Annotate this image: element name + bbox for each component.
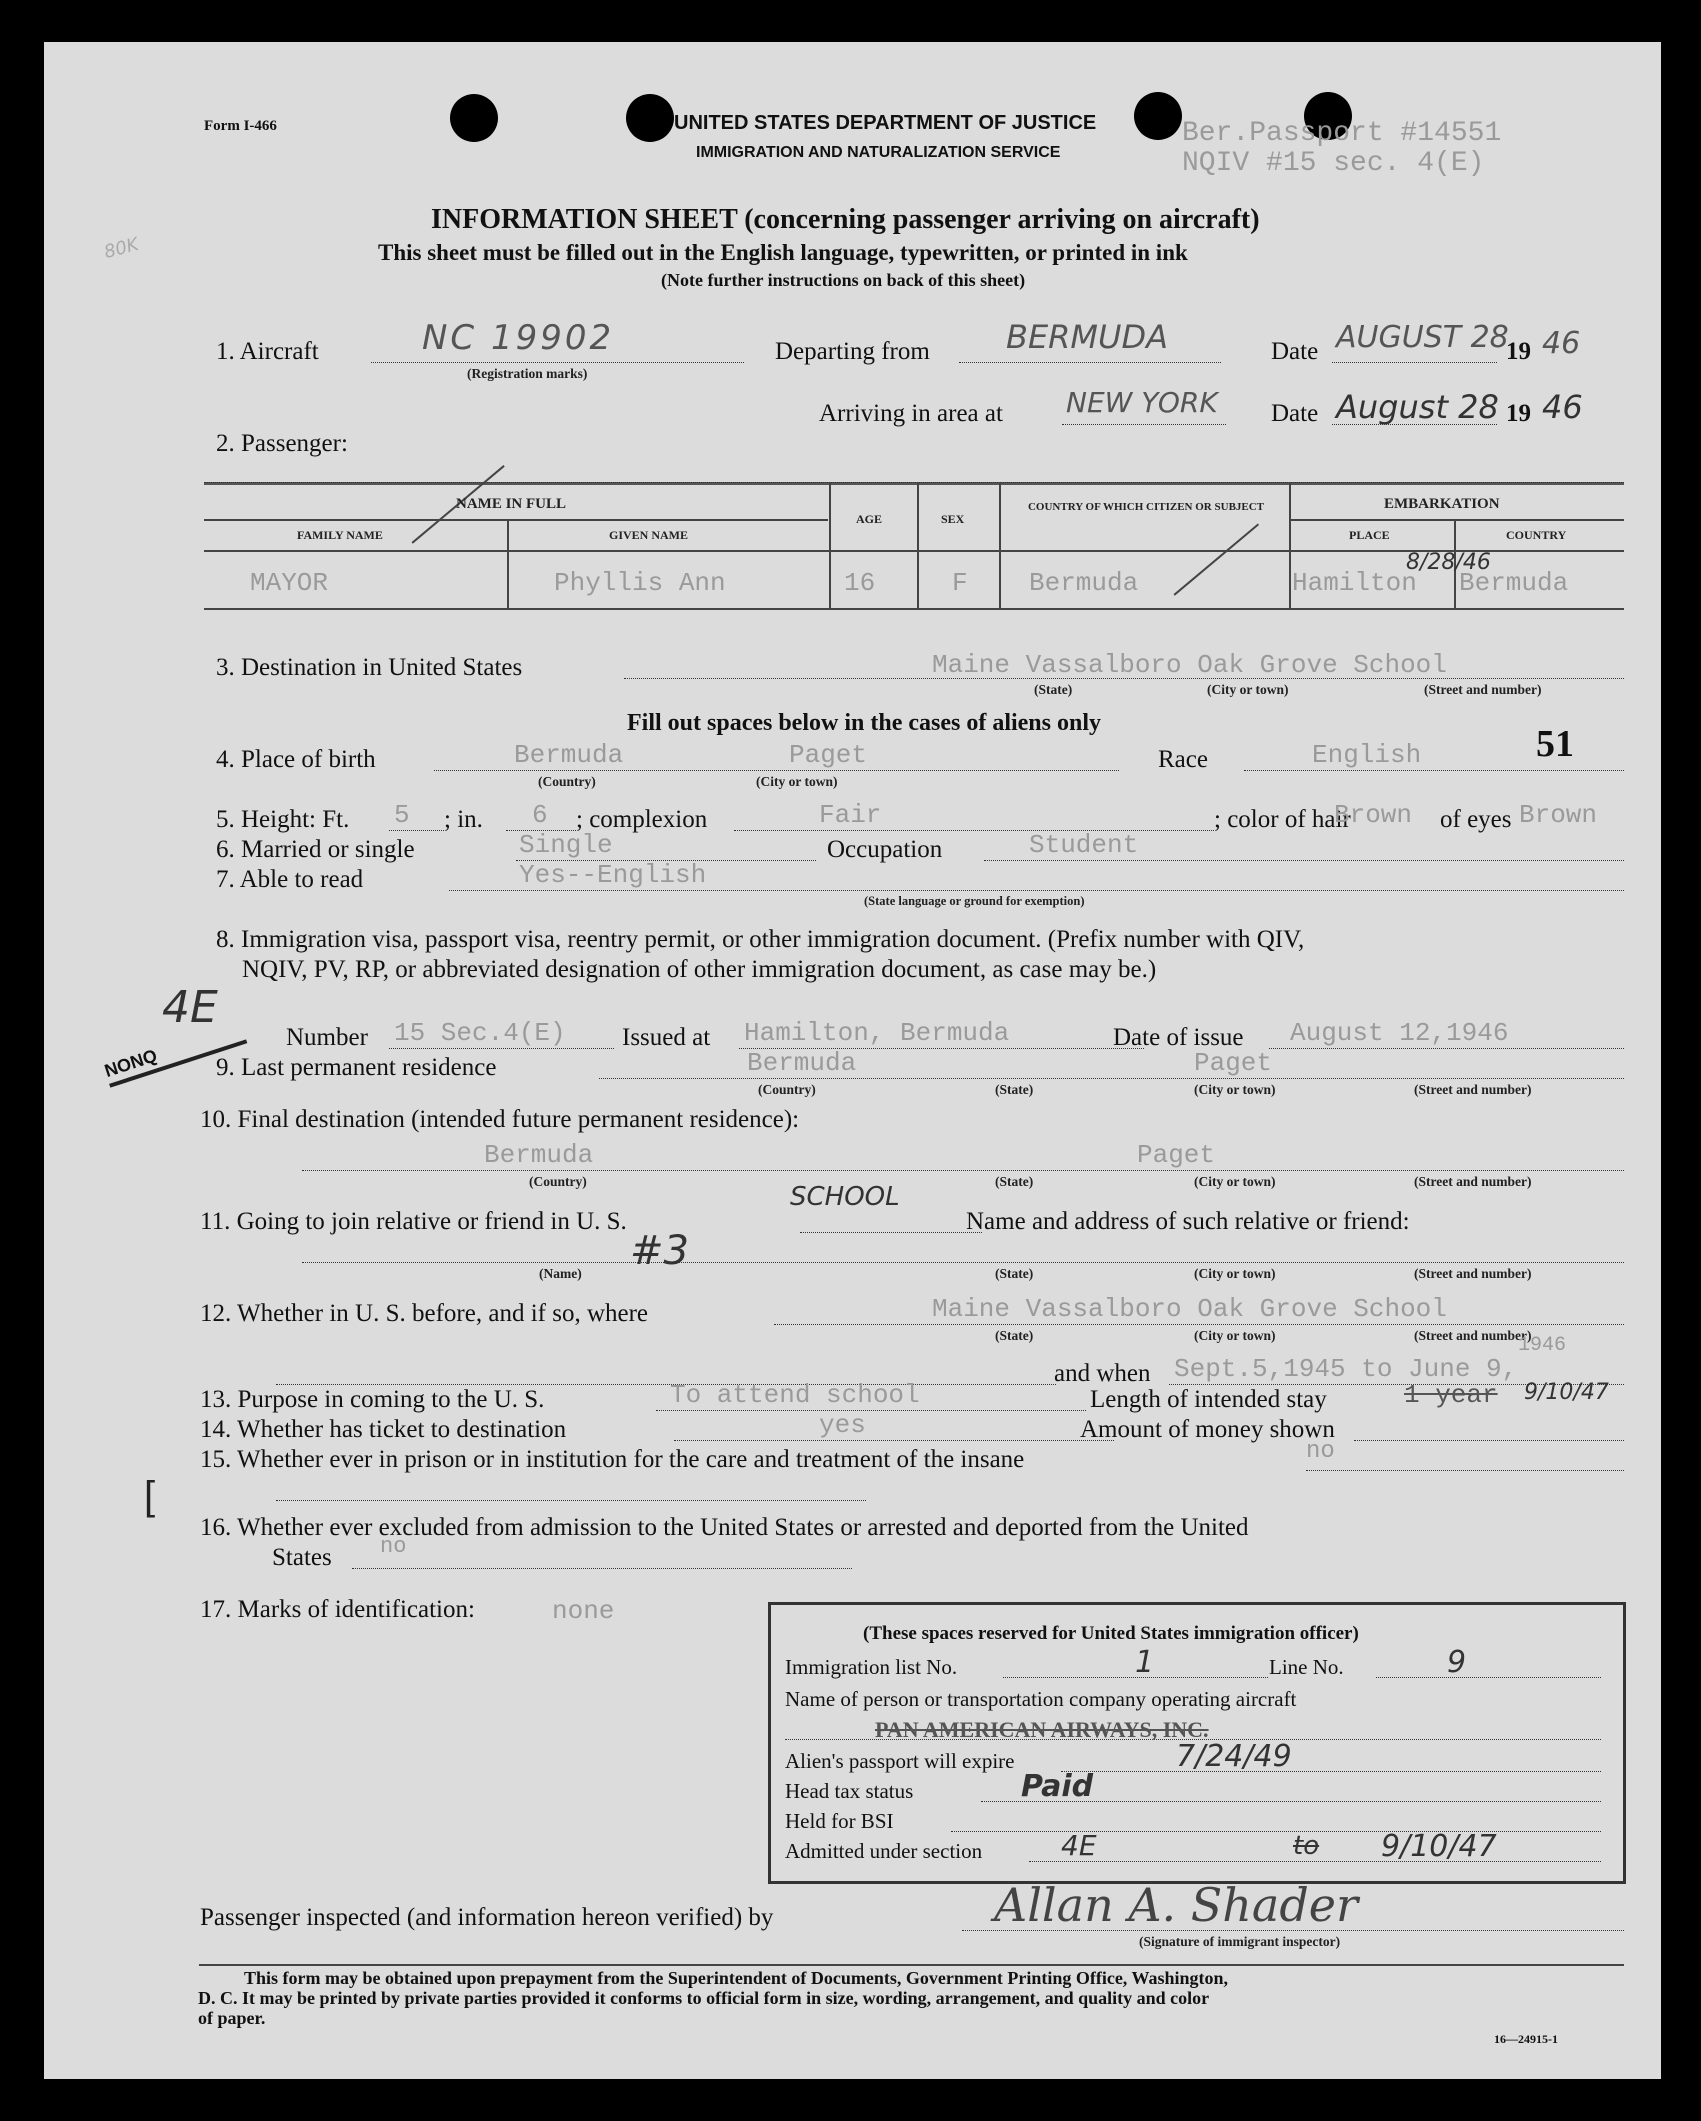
last-residence-label: 9. Last permanent residence <box>216 1054 497 1081</box>
caption-street: (Street and number) <box>1414 1266 1532 1281</box>
race-label: Race <box>1158 746 1208 773</box>
embarkation-country-value: Bermuda <box>1459 568 1569 598</box>
section-to: to <box>1293 1831 1320 1861</box>
caption-city: (City or town) <box>1194 1328 1276 1343</box>
height-ft-label: 5. Height: Ft. <box>216 806 350 833</box>
header-name-in-full: NAME IN FULL <box>456 496 567 512</box>
line-no-label: Line No. <box>1269 1655 1344 1679</box>
document-number-label: Number <box>286 1024 368 1051</box>
departing-label: Departing from <box>775 338 930 365</box>
purpose-value: To attend school <box>670 1380 920 1410</box>
caption-state: (State) <box>995 1174 1034 1189</box>
previous-visit-label: 12. Whether in U. S. before, and if so, where <box>200 1300 649 1327</box>
header-embarkation: EMBARKATION <box>1384 496 1500 512</box>
hair-value: Brown <box>1334 800 1413 830</box>
tax-label: Head tax status <box>785 1779 914 1803</box>
eyes-value: Brown <box>1519 800 1598 830</box>
complexion-label: ; complexion <box>576 806 708 833</box>
document-label-line1: 8. Immigration visa, passport visa, reentry permit, or other immigration document. (Prefix number with QIV, <box>216 926 1305 953</box>
header-family-name: FAMILY NAME <box>297 528 383 542</box>
form-sheet <box>44 42 1661 2079</box>
departure-year-prefix: 19 <box>1506 338 1531 365</box>
list-no-value: 1 <box>1135 1645 1155 1680</box>
hair-label: ; color of hair <box>1214 806 1351 833</box>
section-value: 4E <box>1061 1829 1097 1862</box>
punch-hole <box>450 94 498 142</box>
previous-visit-value: Maine Vassalboro Oak Grove School <box>932 1294 1447 1324</box>
name-address-label: Name and address of such relative or friend: <box>966 1208 1410 1235</box>
caption-city: (City or town) <box>1194 1082 1276 1097</box>
age-value: 16 <box>844 568 876 598</box>
header-given-name: GIVEN NAME <box>609 528 689 542</box>
tax-value: Paid <box>1021 1769 1094 1804</box>
reference-annotation: #3 <box>630 1228 689 1274</box>
caption-country: (Country) <box>529 1174 587 1189</box>
identification-value: none <box>552 1596 615 1626</box>
caption-city: (City or town) <box>1194 1174 1276 1189</box>
inspector-signature: Allan A. Shader <box>994 1878 1359 1932</box>
embarkation-date-note: 8/28/46 <box>1406 550 1491 575</box>
form-subtitle: This sheet must be filled out in the English language, typewritten, or printed in ink <box>378 240 1188 265</box>
destination-value: Maine Vassalboro Oak Grove School <box>932 650 1447 680</box>
operator-value: PAN AMERICAN AIRWAYS, INC. <box>875 1717 1209 1742</box>
document-number-value: 15 Sec.4(E) <box>394 1018 566 1048</box>
section-date: 9/10/47 <box>1381 1829 1497 1864</box>
issued-at-label: Issued at <box>622 1024 711 1051</box>
pencil-note: 80K <box>101 233 141 264</box>
eyes-label: of eyes <box>1440 806 1512 833</box>
birth-city-value: Paget <box>789 740 868 770</box>
complexion-value: Fair <box>819 800 882 830</box>
ticket-value: yes <box>819 1410 866 1440</box>
stay-value: 1 year <box>1404 1380 1498 1410</box>
list-no-label: Immigration list No. <box>785 1655 958 1679</box>
caption-street: (Street and number) <box>1424 682 1542 697</box>
last-residence-country: Bermuda <box>747 1048 857 1078</box>
aliens-heading: Fill out spaces below in the cases of aliens only <box>627 710 1102 736</box>
excluded-label-line1: 16. Whether ever excluded from admission to the United States or arrested and deported from the United <box>200 1514 1249 1541</box>
departure-date-value: AUGUST 28 <box>1336 320 1509 355</box>
punch-hole <box>1134 92 1182 140</box>
issue-date-label: Date of issue <box>1113 1024 1244 1051</box>
service-name: IMMIGRATION AND NATURALIZATION SERVICE <box>696 144 1061 161</box>
last-residence-city: Paget <box>1194 1048 1273 1078</box>
form-note: (Note further instructions on back of this sheet) <box>661 270 1026 290</box>
arrival-date-label: Date <box>1271 400 1319 427</box>
occupation-label: Occupation <box>827 836 943 863</box>
destination-label: 3. Destination in United States <box>216 654 523 681</box>
registration-caption: (Registration marks) <box>467 366 588 381</box>
stay-annotation: 9/10/47 <box>1524 1380 1609 1405</box>
agency-name: UNITED STATES DEPARTMENT OF JUSTICE <box>674 112 1097 134</box>
caption-state: (State) <box>995 1082 1034 1097</box>
header-age: AGE <box>856 512 883 526</box>
arrival-year-prefix: 19 <box>1506 400 1531 427</box>
read-caption: (State language or ground for exemption) <box>864 894 1085 908</box>
form-number: Form I-466 <box>204 118 277 134</box>
form-code: 16—24915-1 <box>1494 2032 1558 2046</box>
read-label: 7. Able to read <box>216 866 364 893</box>
read-value: Yes--English <box>519 860 707 890</box>
excluded-label-line2: States <box>272 1544 332 1571</box>
punch-hole <box>626 94 674 142</box>
prison-label: 15. Whether ever in prison or in institution for the care and treatment of the insane <box>200 1446 1025 1473</box>
inspection-label: Passenger inspected (and information hereon verified) by <box>200 1904 774 1931</box>
previous-visit-year: 1946 <box>1518 1334 1567 1357</box>
arrival-date-value: August 28 <box>1336 388 1499 426</box>
caption-city: (City or town) <box>1207 682 1289 697</box>
departure-date-label: Date <box>1271 338 1319 365</box>
passenger-label: 2. Passenger: <box>216 430 348 457</box>
header-place: PLACE <box>1349 528 1390 542</box>
birthplace-label: 4. Place of birth <box>216 746 376 773</box>
caption-country: (Country) <box>538 774 596 789</box>
officer-box-heading: (These spaces reserved for United States immigration officer) <box>863 1623 1359 1644</box>
caption-city: (City or town) <box>1194 1266 1276 1281</box>
annotation-4e: 4E <box>162 982 218 1033</box>
departing-value: BERMUDA <box>1006 318 1168 356</box>
departure-year-value: 46 <box>1542 326 1581 361</box>
caption-street: (Street and number) <box>1414 1328 1532 1343</box>
margin-bracket-mark: [ <box>144 1474 156 1518</box>
typed-note-passport: Ber.Passport #14551 <box>1182 118 1502 149</box>
section-label: Admitted under section <box>785 1839 983 1863</box>
citizen-value: Bermuda <box>1029 568 1139 598</box>
sex-value: F <box>952 568 968 598</box>
bsi-label: Held for BSI <box>785 1809 894 1833</box>
final-destination-label: 10. Final destination (intended future permanent residence): <box>200 1106 800 1133</box>
signature-caption: (Signature of immigrant inspector) <box>1139 1934 1341 1949</box>
purpose-label: 13. Purpose in coming to the U. S. <box>200 1386 545 1413</box>
caption-state: (State) <box>1034 682 1073 697</box>
excluded-value: no <box>380 1534 407 1559</box>
arrival-year-value: 46 <box>1542 388 1583 426</box>
when-value: Sept.5,1945 to June 9, <box>1174 1354 1518 1384</box>
family-name-value: MAYOR <box>250 568 329 598</box>
caption-city: (City or town) <box>756 774 838 789</box>
final-destination-city: Paget <box>1137 1140 1216 1170</box>
aircraft-value: NC 19902 <box>422 318 615 358</box>
height-in-label: ; in. <box>444 806 483 833</box>
birth-country-value: Bermuda <box>514 740 624 770</box>
join-relative-label: 11. Going to join relative or friend in U. S. <box>200 1208 627 1235</box>
footer-line1: This form may be obtained upon prepayment from the Superintendent of Documents, Government Printing Office, Washington, <box>244 1968 1229 1988</box>
ticket-label: 14. Whether has ticket to destination <box>200 1416 567 1443</box>
race-value: English <box>1312 740 1422 770</box>
caption-state: (State) <box>995 1328 1034 1343</box>
header-sex: SEX <box>941 512 965 526</box>
caption-street: (Street and number) <box>1414 1174 1532 1189</box>
occupation-value: Student <box>1029 830 1139 860</box>
caption-state: (State) <box>995 1266 1034 1281</box>
money-label: Amount of money shown <box>1080 1416 1335 1443</box>
marital-value: Single <box>519 830 613 860</box>
passport-expire-label: Alien's passport will expire <box>785 1749 1015 1773</box>
marital-label: 6. Married or single <box>216 836 415 863</box>
typed-note-nqiv: NQIV #15 sec. 4(E) <box>1182 148 1485 179</box>
caption-name: (Name) <box>539 1266 582 1281</box>
stay-label: Length of intended stay <box>1090 1386 1327 1413</box>
when-label: and when <box>1054 1360 1151 1387</box>
embarkation-place-value: Hamilton <box>1292 568 1417 598</box>
aircraft-label: 1. Aircraft <box>216 338 319 365</box>
arriving-label: Arriving in area at <box>819 400 1003 427</box>
footer-line2: D. C. It may be printed by private parties provided it conforms to official form in size, wording, arrangement, and quality and color <box>198 1988 1210 2008</box>
school-annotation: SCHOOL <box>790 1182 900 1212</box>
document-label-line2: NQIV, PV, RP, or abbreviated designation of other immigration document, as case may be.) <box>242 956 1157 983</box>
header-country-citizen: COUNTRY OF WHICH CITIZEN OR SUBJECT <box>1027 501 1265 513</box>
issued-at-value: Hamilton, Bermuda <box>744 1018 1010 1048</box>
final-destination-country: Bermuda <box>484 1140 594 1170</box>
passport-expire-value: 7/24/49 <box>1176 1739 1292 1774</box>
height-ft-value: 5 <box>394 800 410 830</box>
header-country-embarkation: COUNTRY <box>1506 528 1567 542</box>
operator-label: Name of person or transportation company operating aircraft <box>785 1687 1297 1711</box>
prison-value: no <box>1306 1438 1335 1465</box>
height-in-value: 6 <box>532 800 548 830</box>
footer-line3: of paper. <box>198 2008 266 2028</box>
line-no-value: 9 <box>1447 1645 1467 1680</box>
officer-box <box>768 1602 1626 1884</box>
form-title: INFORMATION SHEET (concerning passenger arriving on aircraft) <box>431 204 1260 235</box>
given-name-value: Phyllis Ann <box>554 568 726 598</box>
caption-street: (Street and number) <box>1414 1082 1532 1097</box>
caption-country: (Country) <box>758 1082 816 1097</box>
nonquota-stamp: NONQ <box>102 1018 247 1088</box>
issue-date-value: August 12,1946 <box>1290 1018 1509 1048</box>
identification-label: 17. Marks of identification: <box>200 1596 475 1623</box>
stamp-number: 51 <box>1536 723 1574 765</box>
arriving-value: NEW YORK <box>1066 386 1218 419</box>
